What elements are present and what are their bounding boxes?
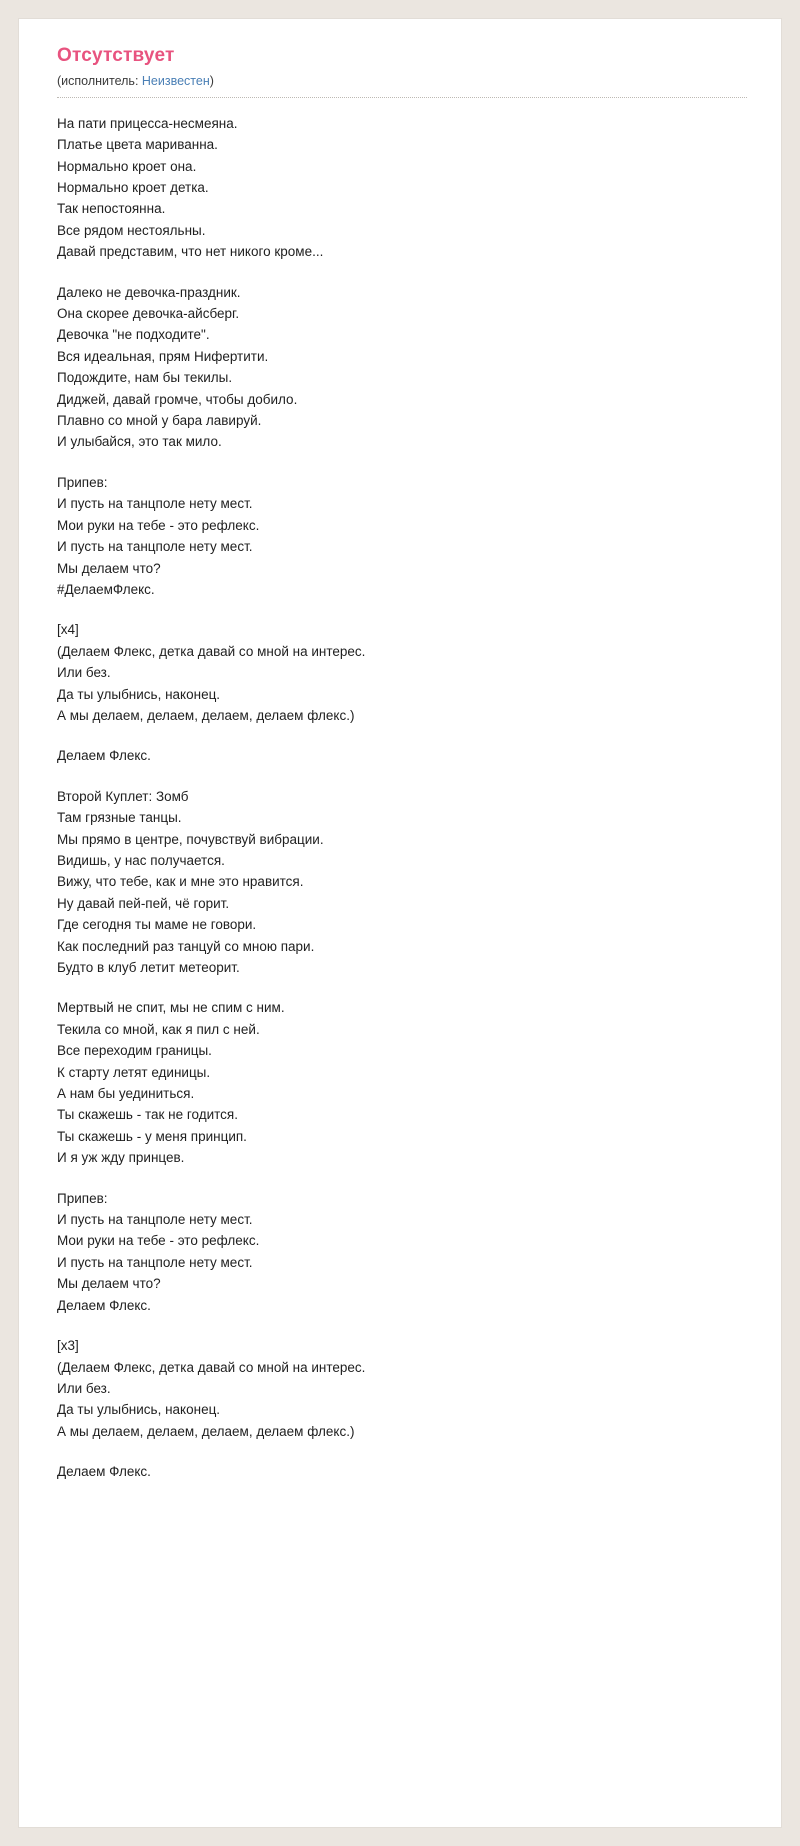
lyrics-line: Будто в клуб летит метеорит.	[57, 960, 240, 976]
lyrics-line: Видишь, у нас получается.	[57, 852, 225, 868]
lyrics-stanza	[57, 619, 747, 726]
lyrics-line: Делаем Флекс.	[57, 1297, 151, 1313]
lyrics-line: И пусть на танцполе нету мест.	[57, 496, 253, 512]
lyrics-line: Припев:	[57, 474, 108, 490]
lyrics-line: [x3]	[57, 1338, 79, 1354]
lyrics-line: К старту летят единицы.	[57, 1064, 211, 1080]
lyrics-line: #ДелаемФлекс.	[57, 581, 155, 597]
lyrics-line: А мы делаем, делаем, делаем, делаем флекс.)	[57, 707, 355, 723]
lyrics-line: И пусть на танцполе нету мест.	[57, 1212, 253, 1228]
lyrics-line: Где сегодня ты маме не говори.	[57, 917, 257, 933]
lyrics-line: Мои руки на тебе - это рефлекс.	[57, 1233, 260, 1249]
performer-suffix: )	[209, 73, 214, 88]
lyrics-line: И я уж жду принцев.	[57, 1150, 185, 1166]
lyrics-line: Мы делаем что?	[57, 1276, 161, 1292]
lyrics-line: Далеко не девочка-праздник.	[57, 284, 241, 300]
lyrics-line: Нормально кроет детка.	[57, 180, 209, 196]
lyrics-line: Вижу, что тебе, как и мне это нравится.	[57, 874, 304, 890]
lyrics-line: Все рядом нестояльны.	[57, 222, 206, 238]
lyrics-line: Нормально кроет она.	[57, 158, 197, 174]
lyrics-line: Вся идеальная, прям Нифертити.	[57, 348, 269, 364]
lyrics-line: Делаем Флекс.	[57, 1464, 151, 1480]
lyrics-line: Все переходим границы.	[57, 1043, 212, 1059]
lyrics-line: Так непостоянна.	[57, 201, 166, 217]
lyrics-line: Мои руки на тебе - это рефлекс.	[57, 517, 260, 533]
lyrics-line: Да ты улыбнись, наконец.	[57, 1402, 221, 1418]
lyrics-stanza	[57, 745, 747, 766]
lyrics-line: Ты скажешь - у меня принцип.	[57, 1128, 247, 1144]
lyrics-line: Плавно со мной у бара лавируй.	[57, 413, 262, 429]
lyrics-line: Или без.	[57, 1380, 111, 1396]
lyrics-stanza	[57, 997, 747, 1168]
lyrics-line: Как последний раз танцуй со мною пари.	[57, 938, 315, 954]
lyrics-line: И пусть на танцполе нету мест.	[57, 539, 253, 555]
lyrics-stanza	[57, 113, 747, 263]
lyrics-line: Девочка "не подходите".	[57, 327, 210, 343]
lyrics-stanza	[57, 1188, 747, 1316]
lyrics-stanza	[57, 1461, 747, 1482]
lyrics-line: Платье цвета мариванна.	[57, 137, 218, 153]
lyrics-line: [x4]	[57, 622, 79, 638]
performer-link[interactable]: Неизвестен	[141, 73, 210, 88]
lyrics-body	[57, 113, 747, 1483]
lyrics-line: И улыбайся, это так мило.	[57, 434, 222, 450]
lyrics-line: Она скорее девочка-айсберг.	[57, 306, 240, 322]
lyrics-stanza	[57, 1335, 747, 1442]
lyrics-line: И пусть на танцполе нету мест.	[57, 1254, 253, 1270]
page-title: Отсутствует	[57, 45, 175, 66]
lyrics-stanza	[57, 282, 747, 453]
lyrics-line: Или без.	[57, 665, 111, 681]
performer-prefix: (исполнитель:	[57, 73, 142, 88]
lyrics-stanza	[57, 472, 747, 600]
lyrics-line: Диджей, давай громче, чтобы добило.	[57, 391, 298, 407]
lyrics-line: Подождите, нам бы текилы.	[57, 370, 233, 386]
lyrics-stanza	[57, 786, 747, 979]
lyrics-line: Ну давай пей-пей, чё горит.	[57, 895, 230, 911]
lyrics-line: Да ты улыбнись, наконец.	[57, 686, 221, 702]
lyrics-line: На пати прицесса-несмеяна.	[57, 115, 238, 131]
lyrics-line: Второй Куплет: Зомб	[57, 788, 189, 804]
lyrics-line: Делаем Флекс.	[57, 748, 151, 764]
lyrics-line: Давай представим, что нет никого кроме...	[57, 244, 324, 260]
lyrics-line: А мы делаем, делаем, делаем, делаем флекс.)	[57, 1423, 355, 1439]
lyrics-line: Там грязные танцы.	[57, 810, 182, 826]
lyrics-line: (Делаем Флекс, детка давай со мной на интерес.	[57, 1359, 366, 1375]
performer-line	[57, 74, 747, 98]
lyrics-line: Мы прямо в центре, почувствуй вибрации.	[57, 831, 324, 847]
lyrics-line: (Делаем Флекс, детка давай со мной на интерес.	[57, 643, 366, 659]
lyrics-line: Ты скажешь - так не годится.	[57, 1107, 238, 1123]
lyrics-line: Мертвый не спит, мы не спим с ним.	[57, 1000, 285, 1016]
lyrics-line: А нам бы уединиться.	[57, 1086, 195, 1102]
lyrics-card	[18, 18, 782, 1828]
lyrics-line: Текила со мной, как я пил с ней.	[57, 1021, 260, 1037]
lyrics-line: Припев:	[57, 1190, 108, 1206]
lyrics-line: Мы делаем что?	[57, 560, 161, 576]
